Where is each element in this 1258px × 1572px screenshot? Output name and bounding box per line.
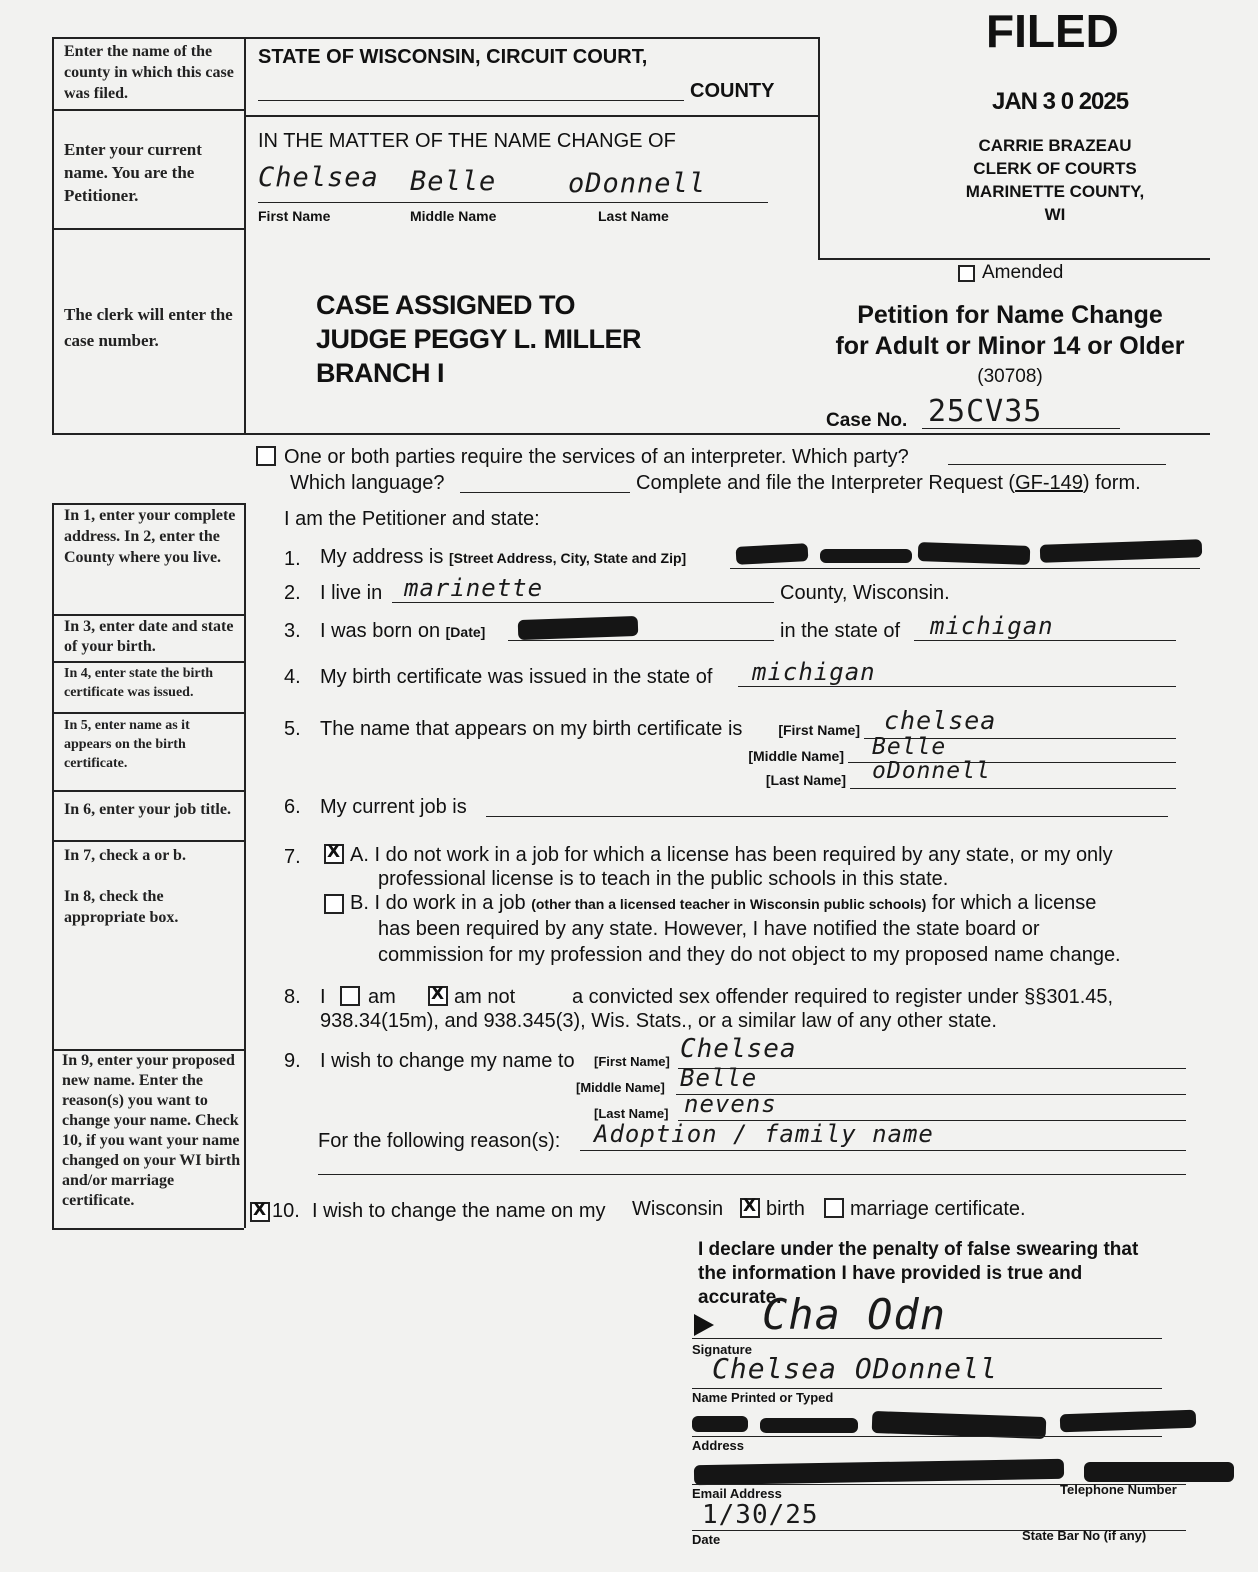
signature-date: 1/30/25 <box>702 1500 819 1530</box>
item-6-number: 6. <box>284 796 301 818</box>
redacted-birth-date <box>518 616 639 640</box>
item-9-number: 9. <box>284 1050 301 1072</box>
item-7b-line-1 <box>350 892 1096 915</box>
county-label: COUNTY <box>690 80 775 102</box>
filed-stamp: FILED <box>986 5 1119 57</box>
item-9-last-name: nevens <box>684 1090 777 1118</box>
redacted-address <box>1060 1410 1197 1433</box>
current-last-name: oDonnell <box>568 168 707 199</box>
interpreter-checkbox[interactable] <box>256 446 276 466</box>
item-5-last-name: oDonnell <box>872 758 991 784</box>
interpreter-text-end: ) form. <box>1082 472 1141 494</box>
item-10-label: I wish to change the name on my <box>312 1200 606 1222</box>
bar-number-label: State Bar No (if any) <box>1022 1528 1147 1543</box>
birth-certificate-checkbox[interactable] <box>740 1198 760 1218</box>
item-4-label: My birth certificate was issued in the state of <box>320 666 713 688</box>
item-2-tail: County, Wisconsin. <box>780 582 950 604</box>
item-9-label: I wish to change my name to <box>320 1050 575 1072</box>
assigned-line-3: BRANCH I <box>316 358 444 388</box>
sidebar-note-6: In 6, enter your job title. <box>64 801 231 818</box>
item-7b-note: (other than a licensed teacher in Wisconsin public schools) <box>531 896 927 912</box>
item-5-last-label: [Last Name] <box>765 772 846 788</box>
item-5-middle-label: [Middle Name] <box>748 748 844 764</box>
item-7b-text: B. I do work in a job <box>350 892 526 914</box>
current-middle-name: Belle <box>410 166 497 197</box>
first-name-label: First Name <box>258 208 331 224</box>
item-2-label: I live in <box>320 582 383 604</box>
amended-label: Amended <box>982 262 1064 283</box>
address-label: Address <box>692 1438 745 1453</box>
redacted-address <box>760 1418 858 1433</box>
sidebar-note-4: In 4, enter state the birth certificate was issued. <box>64 666 214 700</box>
clerk-stamp <box>955 134 1155 226</box>
item-9-middle-label: [Middle Name] <box>576 1080 665 1095</box>
petitioner-intro: I am the Petitioner and state: <box>284 508 540 530</box>
item-7b-checkbox[interactable] <box>324 894 344 914</box>
item-4-number: 4. <box>284 666 301 688</box>
item-8-am-checkbox[interactable] <box>340 986 360 1006</box>
assigned-line-1: CASE ASSIGNED TO <box>316 290 576 320</box>
declaration-line-2: the information I have provided is true and <box>698 1263 1083 1284</box>
case-assignment-stamp <box>316 288 641 390</box>
item-7b-line-2: has been required by any state. However, I have notified the state board or <box>378 918 1040 940</box>
clerk-title: CLERK OF COURTS <box>973 159 1137 178</box>
item-7b-text-cont: for which a license <box>931 892 1097 914</box>
redacted-phone <box>1084 1462 1234 1482</box>
printed-name-label: Name Printed or Typed <box>692 1390 834 1405</box>
sidebar-note-1-2: In 1, enter your complete address. In 2, enter the County where you live. <box>64 507 236 566</box>
item-2-number: 2. <box>284 582 301 604</box>
item-8-am-not-label: am not <box>454 986 516 1008</box>
form-title-line-2: for Adult or Minor 14 or Older <box>835 332 1185 360</box>
item-3-hint: [Date] <box>445 624 486 640</box>
matter-heading: IN THE MATTER OF THE NAME CHANGE OF <box>258 130 676 152</box>
redacted-address <box>918 542 1031 565</box>
item-7a-line-1: A. I do not work in a job for which a license has been required by any state, or my only <box>350 844 1113 866</box>
interpreter-line-1: One or both parties require the services of an interpreter. Which party? <box>284 446 909 468</box>
item-3-birth-state: michigan <box>930 612 1054 640</box>
sidebar-note-8: In 8, check the appropriate box. <box>64 888 179 926</box>
interpreter-language-label: Which language? <box>290 472 445 494</box>
item-4-certificate-state: michigan <box>752 658 876 686</box>
item-1-label <box>320 546 686 569</box>
item-10-number: 10. <box>272 1200 300 1222</box>
item-3-label <box>320 620 485 643</box>
item-3-number: 3. <box>284 620 301 642</box>
item-8-am-label: am <box>368 986 396 1008</box>
declaration-line-1: I declare under the penalty of false swearing that <box>698 1239 1139 1260</box>
item-7a-checkbox[interactable] <box>324 844 344 864</box>
amended-checkbox[interactable] <box>958 265 975 282</box>
item-5-label: The name that appears on my birth certificate is <box>320 718 743 740</box>
item-9-first-label: [First Name] <box>594 1054 670 1069</box>
item-5-middle-name: Belle <box>872 734 947 760</box>
item-8-am-not-checkbox[interactable] <box>428 986 448 1006</box>
item-10-wisconsin: Wisconsin <box>632 1198 724 1220</box>
item-9-reason-label: For the following reason(s): <box>318 1130 561 1152</box>
item-8-i: I <box>320 986 326 1008</box>
date-label: Date <box>692 1532 721 1547</box>
printed-name: Chelsea ODonnell <box>712 1352 998 1385</box>
item-8-number: 8. <box>284 986 301 1008</box>
item-8-line-2: 938.34(15m), and 938.345(3), Wis. Stats., or a similar law of any other state. <box>320 1010 997 1032</box>
sidebar-county-note: Enter the name of the county in which this case was filed. <box>64 43 234 102</box>
email-label: Email Address <box>692 1486 782 1501</box>
last-name-label: Last Name <box>598 208 669 224</box>
item-2-county: marinette <box>404 574 544 602</box>
marriage-certificate-label: marriage certificate. <box>850 1198 1026 1220</box>
item-9-first-name: Chelsea <box>680 1034 797 1064</box>
birth-certificate-label: birth <box>766 1198 805 1220</box>
redacted-email <box>694 1459 1064 1485</box>
redacted-address <box>692 1416 748 1432</box>
sidebar-petitioner-note: Enter your current name. You are the Petitioner. <box>64 140 202 205</box>
item-5-number: 5. <box>284 718 301 740</box>
clerk-county: MARINETTE COUNTY, WI <box>965 182 1145 224</box>
item-9-middle-name: Belle <box>680 1064 758 1092</box>
sidebar-note-3: In 3, enter date and state of your birth. <box>64 618 234 655</box>
redacted-address <box>872 1411 1047 1439</box>
sign-here-arrow-icon <box>694 1314 714 1336</box>
item-8-line-1: a convicted sex offender required to register under §§301.45, <box>572 986 1114 1008</box>
sidebar-note-9-10: In 9, enter your proposed new name. Enter the reason(s) you want to change your name. Check 10, if you want your name changed on your WI birth and/or marriage certificate. <box>62 1052 241 1209</box>
interpreter-instructions <box>636 472 1141 495</box>
item-7-number: 7. <box>284 846 301 868</box>
court-heading: STATE OF WISCONSIN, CIRCUIT COURT, <box>258 46 648 68</box>
phone-label: Telephone Number <box>1060 1482 1177 1497</box>
declaration-line-3: accurate. <box>698 1287 782 1308</box>
middle-name-label: Middle Name <box>410 208 497 224</box>
item-5-first-label: [First Name] <box>778 722 860 738</box>
interpreter-text: Complete and file the Interpreter Request ( <box>636 472 1016 494</box>
case-number: 25CV35 <box>928 394 1043 429</box>
redacted-address <box>820 549 912 563</box>
current-first-name: Chelsea <box>258 162 379 193</box>
item-5-first-name: chelsea <box>884 706 997 735</box>
item-3-text: I was born on <box>320 620 441 642</box>
case-no-label: Case No. <box>826 410 908 431</box>
interpreter-form-link[interactable]: GF-149 <box>1015 472 1083 494</box>
signature: Cha Odn <box>762 1290 947 1339</box>
sidebar-note-7: In 7, check a or b. <box>64 847 186 864</box>
item-9-last-label: [Last Name] <box>594 1106 669 1121</box>
sidebar-note-5: In 5, enter name as it appears on the birth certificate. <box>64 718 190 771</box>
item-7a-line-2: professional license is to teach in the public schools in this state. <box>378 868 949 890</box>
item-1-text: My address is <box>320 546 444 568</box>
item-7b-line-3: commission for my profession and they do not object to my proposed name change. <box>378 944 1121 966</box>
signature-label: Signature <box>692 1342 752 1357</box>
form-title <box>820 300 1200 362</box>
sidebar-case-note: The clerk will enter the case number. <box>64 305 233 350</box>
form-number: (30708) <box>977 366 1043 387</box>
item-9-reason: Adoption / family name <box>594 1120 934 1148</box>
redacted-address <box>736 543 809 565</box>
marriage-certificate-checkbox[interactable] <box>824 1198 844 1218</box>
item-1-number: 1. <box>284 548 301 570</box>
item-6-label: My current job is <box>320 796 467 818</box>
item-3-state-label: in the state of <box>780 620 901 642</box>
clerk-name: CARRIE BRAZEAU <box>978 136 1132 155</box>
filed-date: JAN 3 0 2025 <box>992 88 1129 115</box>
form-title-line-1: Petition for Name Change <box>857 301 1163 329</box>
item-1-hint: [Street Address, City, State and Zip] <box>448 550 687 566</box>
assigned-line-2: JUDGE PEGGY L. MILLER <box>316 324 642 354</box>
redacted-address <box>1040 539 1203 563</box>
item-10-checkbox[interactable] <box>250 1202 270 1222</box>
